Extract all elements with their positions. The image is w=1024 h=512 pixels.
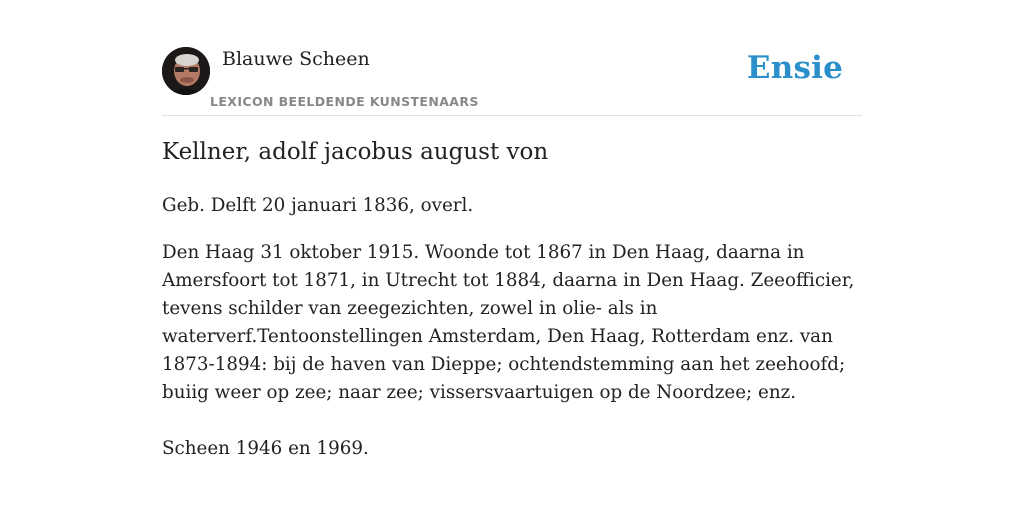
article-paragraph-birth: Geb. Delft 20 januari 1836, overl.	[162, 195, 474, 216]
brand-logo[interactable]: Ensie	[746, 50, 843, 86]
header	[162, 44, 862, 116]
author-name[interactable]: Blauwe Scheen	[222, 48, 370, 70]
avatar-image	[162, 47, 210, 95]
article-title: Kellner, adolf jacobus august von	[162, 139, 549, 165]
article-paragraph-biography: Den Haag 31 oktober 1915. Woonde tot 1867 in Den Haag, daarna in Amersfoort tot 1871, in Utrecht tot 1884, daarna in Den Haag. Zeeofficier, tevens schilder van zeegezichten, zowel in olie- als in waterverf.Tentoonstellingen Amsterdam, Den Haag, Rotterdam enz. van 1873-1894: bij de haven van Dieppe; ochtendstemming aan het zeehoofd; buiig weer op zee; naar zee; vissersvaartuigen op de Noordzee; enz.	[162, 242, 855, 403]
collection-label[interactable]: LEXICON BEELDENDE KUNSTENAARS	[210, 94, 479, 109]
article-paragraph-source: Scheen 1946 en 1969.	[162, 438, 369, 459]
avatar[interactable]	[162, 47, 210, 95]
